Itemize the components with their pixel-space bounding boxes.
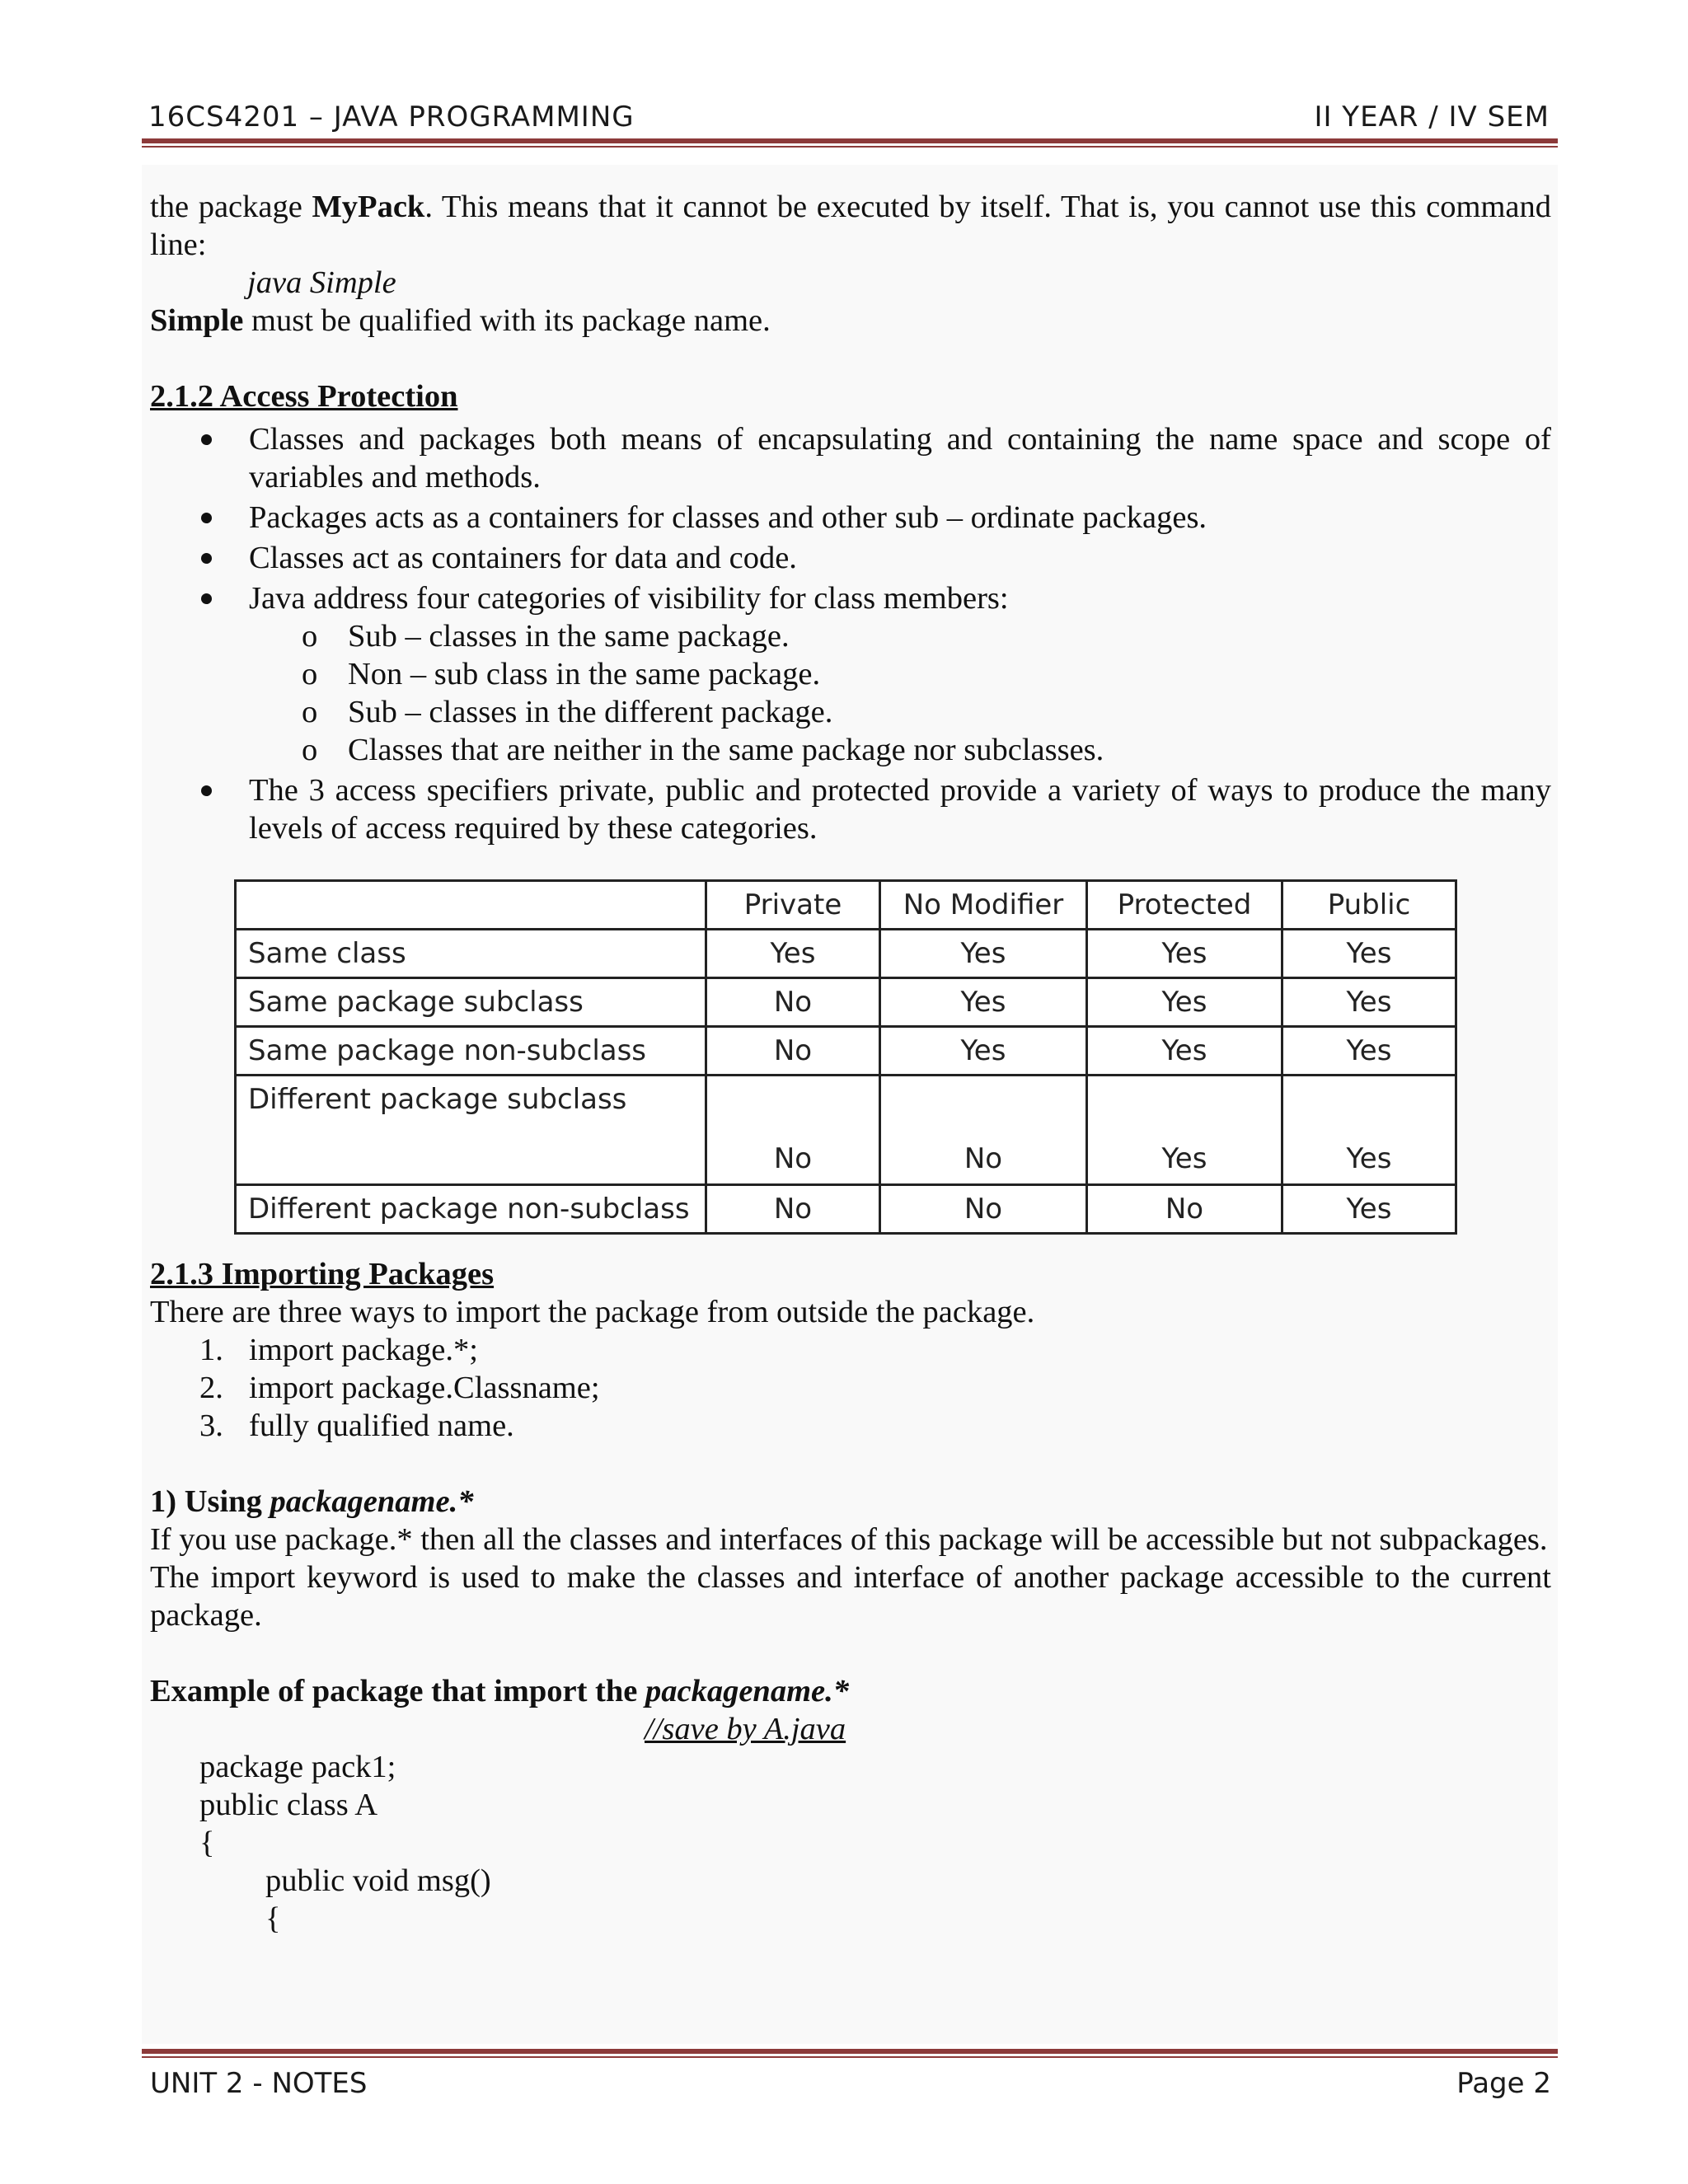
column-header: Protected [1087, 881, 1282, 930]
footer-unit: UNIT 2 - NOTES [150, 2067, 368, 2100]
code-line: { [265, 1901, 281, 1936]
table-row [236, 1027, 1456, 1076]
command-line: java Simple [247, 265, 396, 300]
table-cell: Yes [880, 978, 1087, 1027]
import-methods-list [150, 1331, 1551, 1445]
code-line: public class A [199, 1788, 377, 1822]
table-header-row [236, 881, 1456, 930]
list-item: Classes and packages both means of encapsulating and containing the name space and scope of variables and methods. [150, 420, 1551, 496]
example-heading: Example of package that import the packagename.* [150, 1674, 849, 1708]
code-line: package pack1; [199, 1750, 396, 1784]
table-cell: Yes [1087, 1027, 1282, 1076]
list-item: Classes act as containers for data and code. [150, 539, 1551, 577]
list-item: o Sub – classes in the same package. [302, 619, 790, 654]
table-cell: Yes [1282, 1027, 1456, 1076]
table-cell: Yes [1282, 1076, 1456, 1185]
list-item: The 3 access specifiers private, public and protected provide a variety of ways to produce the many levels of access required by these categories. [150, 771, 1551, 847]
subsection-heading-using-packagename: 1) Using packagename.* [150, 1484, 474, 1519]
save-note: //save by A.java [645, 1712, 846, 1746]
access-table [234, 879, 1457, 1235]
using-paragraph-2: The import keyword is used to make the classes and interface of another package accessible to the current package. [150, 1560, 1551, 1633]
qualify-note: Simple must be qualified with its package name. [150, 303, 771, 338]
running-footer [150, 2067, 1551, 2100]
footer-page-number: Page 2 [1456, 2067, 1551, 2100]
table-cell: Yes [1282, 930, 1456, 978]
intro-paragraph: the package MyPack. This means that it cannot be executed by itself. That is, you cannot use this command line: [150, 190, 1551, 262]
table-cell: Yes [880, 1027, 1087, 1076]
list-item: Packages acts as a containers for classes and other sub – ordinate packages. [150, 499, 1551, 537]
section-heading-access-protection: 2.1.2 Access Protection [150, 379, 458, 414]
table-cell: Yes [1282, 978, 1456, 1027]
list-item: o Classes that are neither in the same package nor subclasses. [302, 733, 1104, 767]
table-cell: No [706, 978, 880, 1027]
table-cell: Yes [1087, 930, 1282, 978]
header-rule [142, 138, 1558, 148]
section-heading-importing-packages: 2.1.3 Importing Packages [150, 1257, 495, 1291]
table-row [236, 930, 1456, 978]
list-item: 3. fully qualified name. [199, 1408, 514, 1443]
row-label: Different package subclass [236, 1076, 706, 1185]
list-item: o Sub – classes in the different package. [302, 695, 833, 729]
list-item: 1. import package.*; [199, 1333, 478, 1367]
list-item: Java address four categories of visibility for class members: o Sub – classes in the same package. o Non – sub class in the same package. o Sub – classes in the different package. o Classes that are neither in the same package nor subclasses. [150, 579, 1551, 769]
table-row [236, 978, 1456, 1027]
list-item: 2. import package.Classname; [199, 1371, 600, 1405]
table-cell: Yes [706, 930, 880, 978]
table-cell: Yes [1087, 978, 1282, 1027]
table-cell: No [706, 1027, 880, 1076]
table-cell: No [1087, 1185, 1282, 1234]
row-label: Same package non-subclass [236, 1027, 706, 1076]
table-cell: No [880, 1185, 1087, 1234]
table-cell: No [880, 1076, 1087, 1185]
table-cell: Yes [1087, 1076, 1282, 1185]
visibility-sub-list [249, 617, 1551, 769]
header-semester: II YEAR / IV SEM [1314, 101, 1550, 134]
header-course-title: 16CS4201 – JAVA PROGRAMMING [148, 101, 635, 134]
column-header: No Modifier [880, 881, 1087, 930]
table-row [236, 1076, 1456, 1185]
table-cell: No [706, 1076, 880, 1185]
table-cell: Yes [1282, 1185, 1456, 1234]
running-header [148, 101, 1550, 134]
row-label: Same package subclass [236, 978, 706, 1027]
row-label: Different package non-subclass [236, 1185, 706, 1234]
access-bullet-list [150, 420, 1551, 847]
column-header: Public [1282, 881, 1456, 930]
column-header: Private [706, 881, 880, 930]
table-cell: No [706, 1185, 880, 1234]
importing-intro: There are three ways to import the package from outside the package. [150, 1295, 1035, 1329]
row-label: Same class [236, 930, 706, 978]
table-row [236, 1185, 1456, 1234]
list-item: o Non – sub class in the same package. [302, 657, 821, 691]
using-paragraph-1: If you use package.* then all the classes and interfaces of this package will be accessible but not subpackages. [150, 1522, 1548, 1557]
code-line: public void msg() [265, 1863, 491, 1898]
table-cell: Yes [880, 930, 1087, 978]
footer-rule [142, 2049, 1558, 2058]
code-line: { [199, 1825, 215, 1860]
